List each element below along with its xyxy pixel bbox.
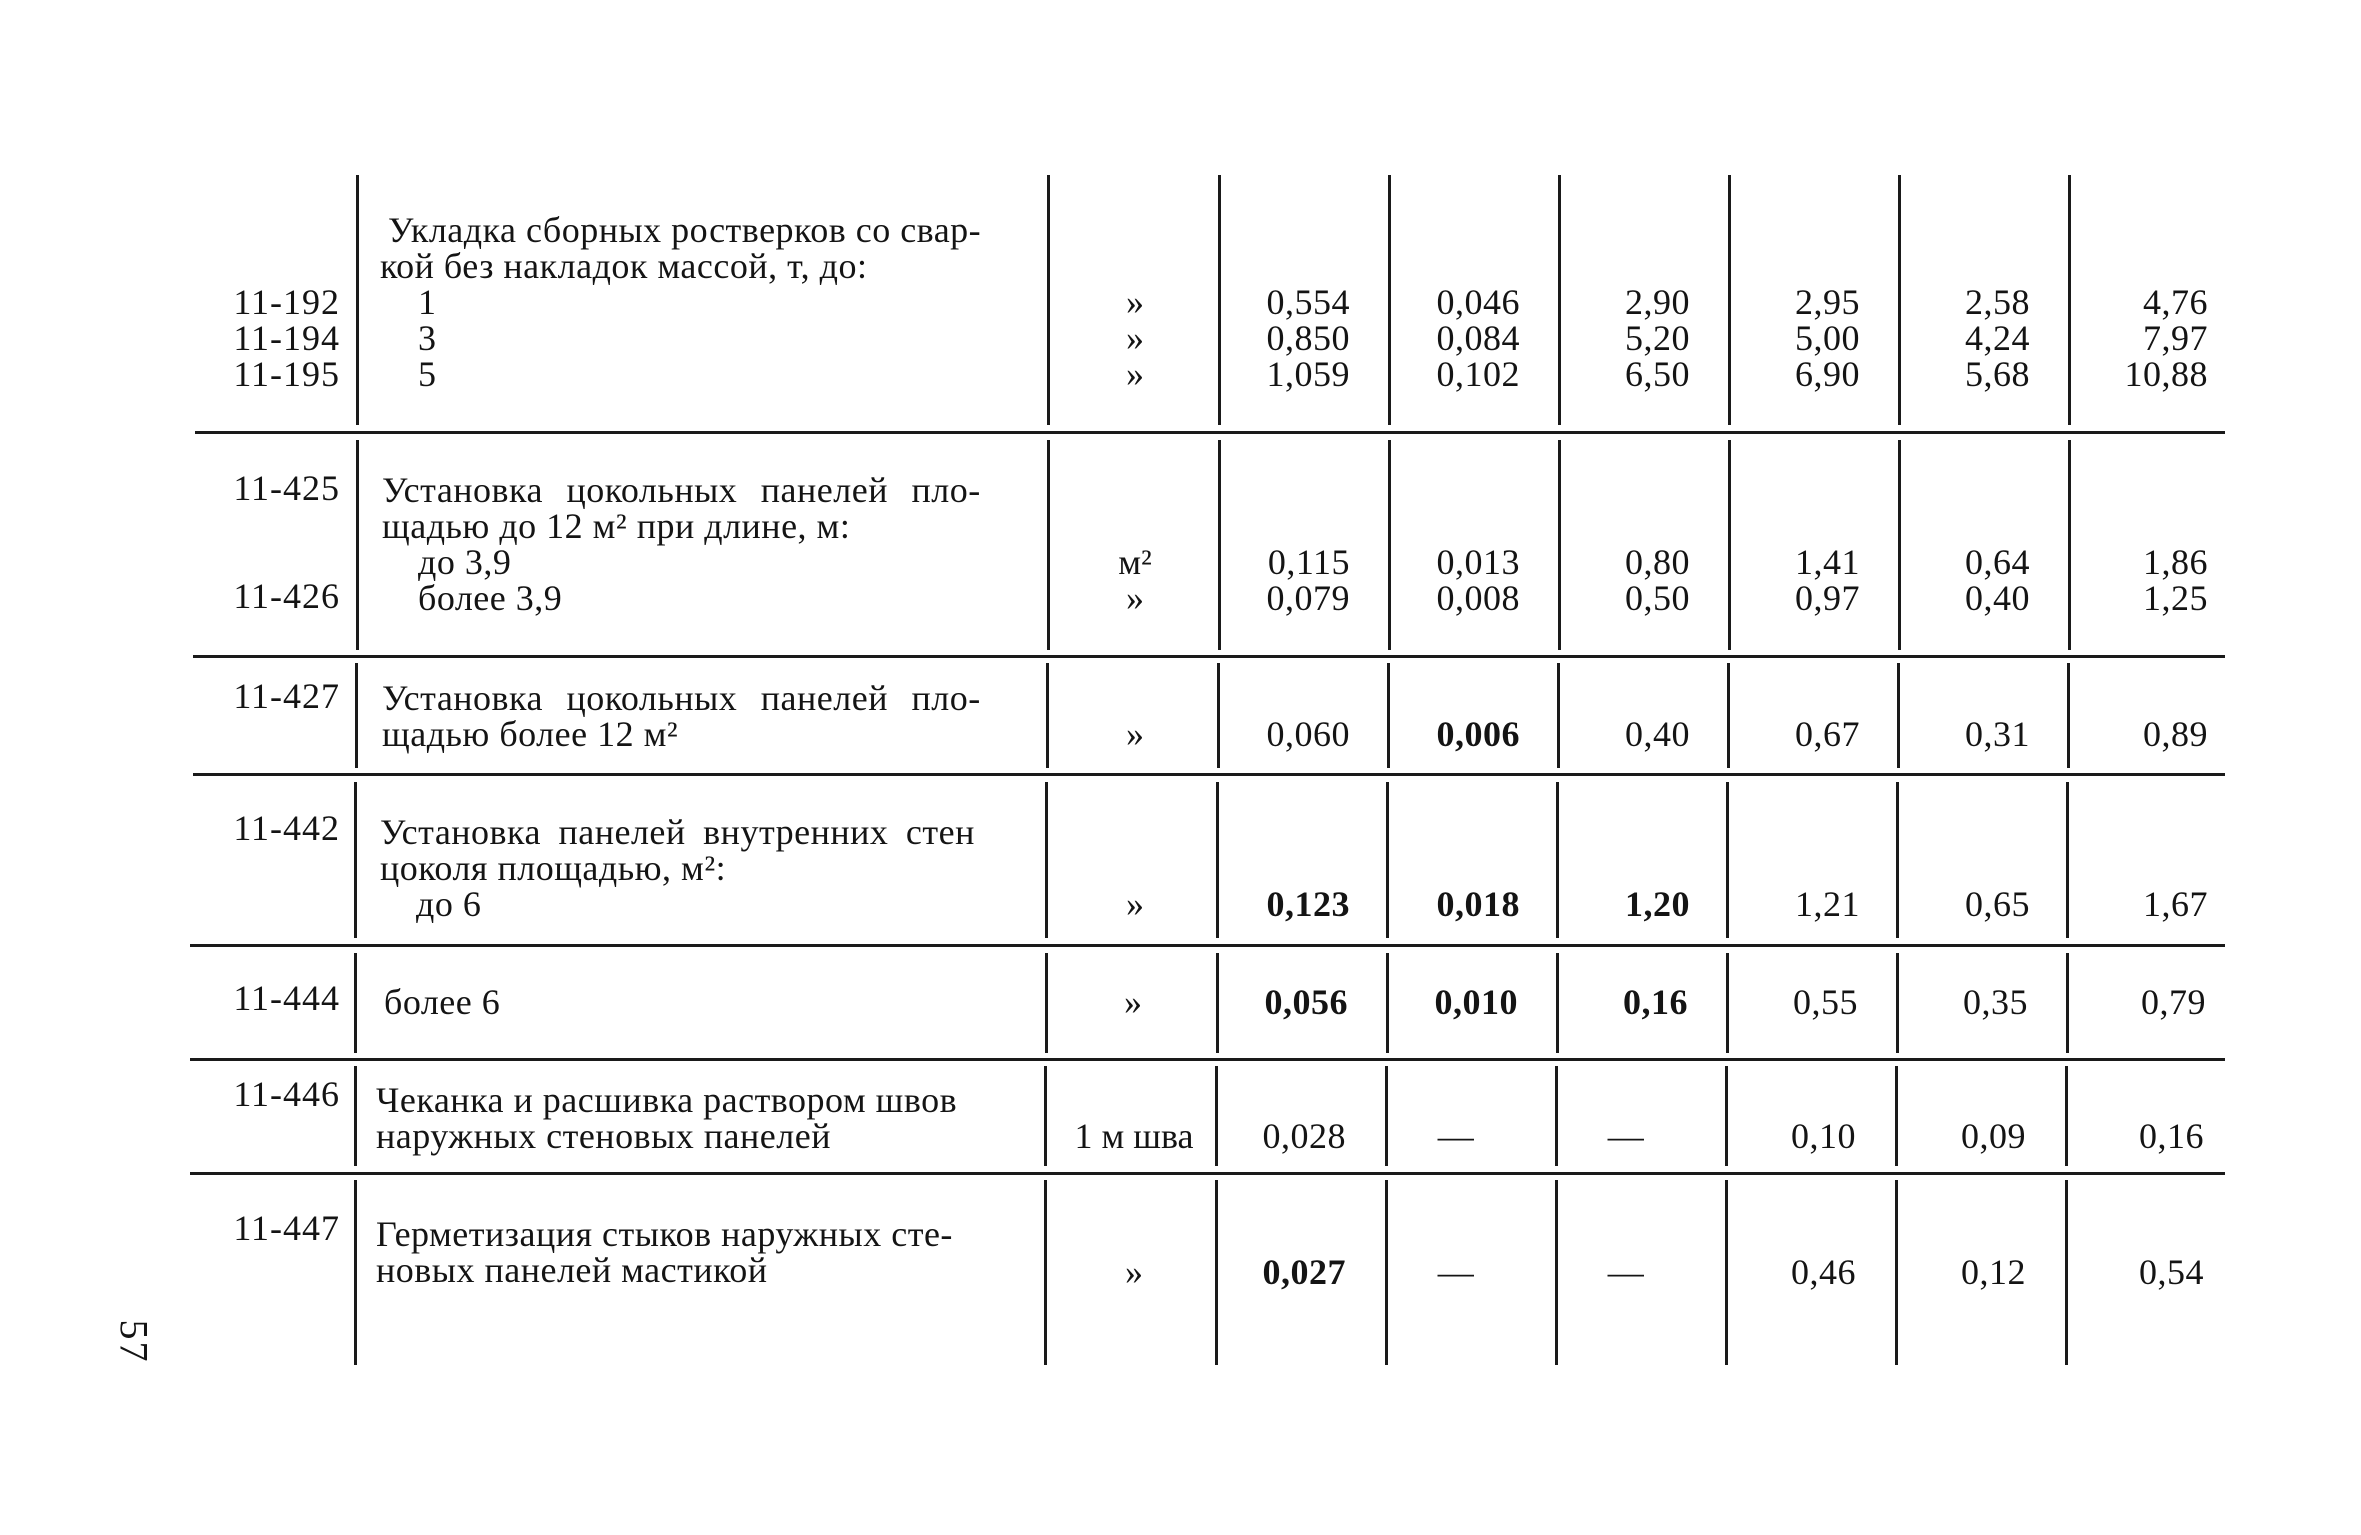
unit-cell: » [1126, 282, 1144, 322]
unit-cell: » [1126, 884, 1144, 924]
value-cell: 0,55 [1793, 982, 1858, 1022]
value-cell: 0,013 [1436, 542, 1520, 582]
rate-code: 11-425 [233, 468, 340, 508]
column-divider [1895, 1066, 1898, 1166]
column-divider [1558, 175, 1561, 425]
column-divider [2066, 782, 2069, 938]
description-line: до 6 [416, 884, 482, 924]
row-divider [193, 773, 2225, 776]
description-line: 1 [418, 282, 437, 322]
value-cell: 0,16 [1623, 982, 1688, 1022]
column-divider [1555, 1066, 1558, 1166]
column-divider [1046, 663, 1049, 768]
row-divider [190, 944, 2225, 947]
column-divider [1897, 663, 1900, 768]
unit-cell: » [1124, 982, 1142, 1022]
value-cell: 5,68 [1965, 354, 2030, 394]
value-cell: 0,115 [1267, 542, 1350, 582]
column-divider [1215, 1066, 1218, 1166]
description-line: щадью более 12 м² [382, 714, 679, 754]
value-cell: 0,16 [2139, 1116, 2204, 1156]
value-cell: 0,006 [1436, 714, 1520, 754]
column-divider [1047, 440, 1050, 650]
value-cell: 0,12 [1961, 1252, 2026, 1292]
column-divider [1216, 953, 1219, 1053]
column-divider [1728, 175, 1731, 425]
value-cell: 4,76 [2143, 282, 2208, 322]
value-cell: 0,09 [1961, 1116, 2026, 1156]
column-divider [1217, 663, 1220, 768]
column-divider [1898, 440, 1901, 650]
column-divider [1218, 175, 1221, 425]
unit-cell: 1 м шва [1074, 1116, 1194, 1156]
column-divider [1728, 440, 1731, 650]
value-cell: 5,00 [1795, 318, 1860, 358]
description-line: 3 [418, 318, 437, 358]
value-cell: 0,056 [1264, 982, 1348, 1022]
column-divider [2066, 953, 2069, 1053]
value-cell: 0,46 [1791, 1252, 1856, 1292]
unit-cell: » [1125, 1252, 1143, 1292]
page-number: 57 [111, 1319, 157, 1364]
value-cell: 5,20 [1625, 318, 1690, 358]
value-cell: 0,028 [1262, 1116, 1346, 1156]
rate-code: 11-195 [233, 354, 340, 394]
column-divider [1388, 440, 1391, 650]
value-cell: 1,25 [2143, 578, 2208, 618]
rate-code: 11-442 [233, 808, 340, 848]
value-cell: 1,41 [1795, 542, 1860, 582]
unit-cell: » [1126, 714, 1144, 754]
column-divider [1896, 953, 1899, 1053]
rate-code: 11-194 [233, 318, 340, 358]
value-cell: — [1437, 1116, 1475, 1156]
column-divider [1387, 663, 1390, 768]
value-cell: 0,40 [1965, 578, 2030, 618]
column-divider [1556, 953, 1559, 1053]
value-cell: 0,008 [1436, 578, 1520, 618]
column-divider [2068, 175, 2071, 425]
value-cell: 1,059 [1266, 354, 1350, 394]
description-line: новых панелей мастикой [376, 1250, 768, 1290]
column-divider [1896, 782, 1899, 938]
column-divider [1385, 1066, 1388, 1166]
unit-cell: м² [1118, 542, 1152, 582]
value-cell: 0,54 [2139, 1252, 2204, 1292]
column-divider [354, 1180, 357, 1365]
description-line: цоколя площадью, м²: [380, 848, 727, 888]
column-divider [2065, 1066, 2068, 1166]
column-divider [1386, 953, 1389, 1053]
description-line: наружных стеновых панелей [376, 1116, 831, 1156]
description-line: 5 [418, 354, 437, 394]
row-divider [190, 1172, 2225, 1175]
value-cell: 0,50 [1625, 578, 1690, 618]
row-divider [193, 655, 2225, 658]
column-divider [2067, 663, 2070, 768]
column-divider [1045, 782, 1048, 938]
description-line: Герметизация стыков наружных сте- [376, 1214, 953, 1254]
value-cell: 0,65 [1965, 884, 2030, 924]
value-cell: 0,046 [1436, 282, 1520, 322]
value-cell: 0,079 [1266, 578, 1350, 618]
value-cell: 0,89 [2143, 714, 2208, 754]
value-cell: 0,79 [2141, 982, 2206, 1022]
value-cell: 0,554 [1266, 282, 1350, 322]
value-cell: 6,50 [1625, 354, 1690, 394]
column-divider [1045, 953, 1048, 1053]
column-divider [1557, 663, 1560, 768]
value-cell: 0,64 [1965, 542, 2030, 582]
column-divider [2068, 440, 2071, 650]
column-divider [354, 1066, 357, 1166]
column-divider [1898, 175, 1901, 425]
column-divider [1726, 953, 1729, 1053]
rate-code: 11-192 [233, 282, 340, 322]
description-line: до 3,9 [418, 542, 512, 582]
column-divider [354, 953, 357, 1053]
rate-code: 11-446 [233, 1074, 340, 1114]
column-divider [1725, 1066, 1728, 1166]
value-cell: 0,018 [1436, 884, 1520, 924]
column-divider [1556, 782, 1559, 938]
value-cell: 0,35 [1963, 982, 2028, 1022]
column-divider [1725, 1180, 1728, 1365]
value-cell: 0,010 [1434, 982, 1518, 1022]
unit-cell: » [1126, 318, 1144, 358]
column-divider [1727, 663, 1730, 768]
unit-cell: » [1126, 354, 1144, 394]
value-cell: 0,027 [1262, 1252, 1346, 1292]
value-cell: 0,102 [1436, 354, 1520, 394]
value-cell: 0,084 [1436, 318, 1520, 358]
value-cell: 0,97 [1795, 578, 1860, 618]
value-cell: 7,97 [2143, 318, 2208, 358]
value-cell: 0,060 [1266, 714, 1350, 754]
value-cell: 0,123 [1266, 884, 1350, 924]
value-cell: — [1437, 1252, 1475, 1292]
value-cell: 1,20 [1625, 884, 1690, 924]
rate-code: 11-427 [233, 676, 340, 716]
value-cell: 2,95 [1795, 282, 1860, 322]
value-cell: 0,850 [1266, 318, 1350, 358]
description-line: Установка цокольных панелей пло- [382, 470, 981, 510]
rate-code: 11-447 [233, 1208, 340, 1248]
description-line: Укладка сборных ростверков со свар- [388, 210, 982, 250]
column-divider [356, 440, 359, 650]
value-cell: 2,90 [1625, 282, 1690, 322]
value-cell: 0,31 [1965, 714, 2030, 754]
value-cell: 0,67 [1795, 714, 1860, 754]
value-cell: 2,58 [1965, 282, 2030, 322]
description-line: Установка панелей внутренних стен [380, 812, 975, 852]
description-line: кой без накладок массой, т, до: [380, 246, 868, 286]
column-divider [1388, 175, 1391, 425]
column-divider [1216, 782, 1219, 938]
column-divider [1044, 1180, 1047, 1365]
column-divider [356, 175, 359, 425]
description-line: щадью до 12 м² при длине, м: [382, 506, 851, 546]
column-divider [354, 782, 357, 938]
rate-code: 11-444 [233, 978, 340, 1018]
unit-cell: » [1126, 578, 1144, 618]
description-line: Установка цокольных панелей пло- [382, 678, 981, 718]
value-cell: — [1607, 1252, 1645, 1292]
description-line: более 3,9 [418, 578, 563, 618]
column-divider [1386, 782, 1389, 938]
value-cell: 10,88 [2124, 354, 2208, 394]
description-line: Чеканка и расшивка раствором швов [376, 1080, 958, 1120]
column-divider [1385, 1180, 1388, 1365]
rate-code: 11-426 [233, 576, 340, 616]
value-cell: 1,21 [1795, 884, 1860, 924]
column-divider [1044, 1066, 1047, 1166]
column-divider [2065, 1180, 2068, 1365]
value-cell: 0,40 [1625, 714, 1690, 754]
column-divider [1218, 440, 1221, 650]
value-cell: 4,24 [1965, 318, 2030, 358]
row-divider [190, 1058, 2225, 1061]
description-line: более 6 [384, 982, 501, 1022]
value-cell: 0,10 [1791, 1116, 1856, 1156]
column-divider [1215, 1180, 1218, 1365]
column-divider [355, 663, 358, 768]
column-divider [1726, 782, 1729, 938]
column-divider [1895, 1180, 1898, 1365]
column-divider [1047, 175, 1050, 425]
value-cell: 6,90 [1795, 354, 1860, 394]
value-cell: 0,80 [1625, 542, 1690, 582]
column-divider [1555, 1180, 1558, 1365]
row-divider [195, 431, 2225, 434]
column-divider [1558, 440, 1561, 650]
value-cell: — [1607, 1116, 1645, 1156]
value-cell: 1,67 [2143, 884, 2208, 924]
value-cell: 1,86 [2143, 542, 2208, 582]
